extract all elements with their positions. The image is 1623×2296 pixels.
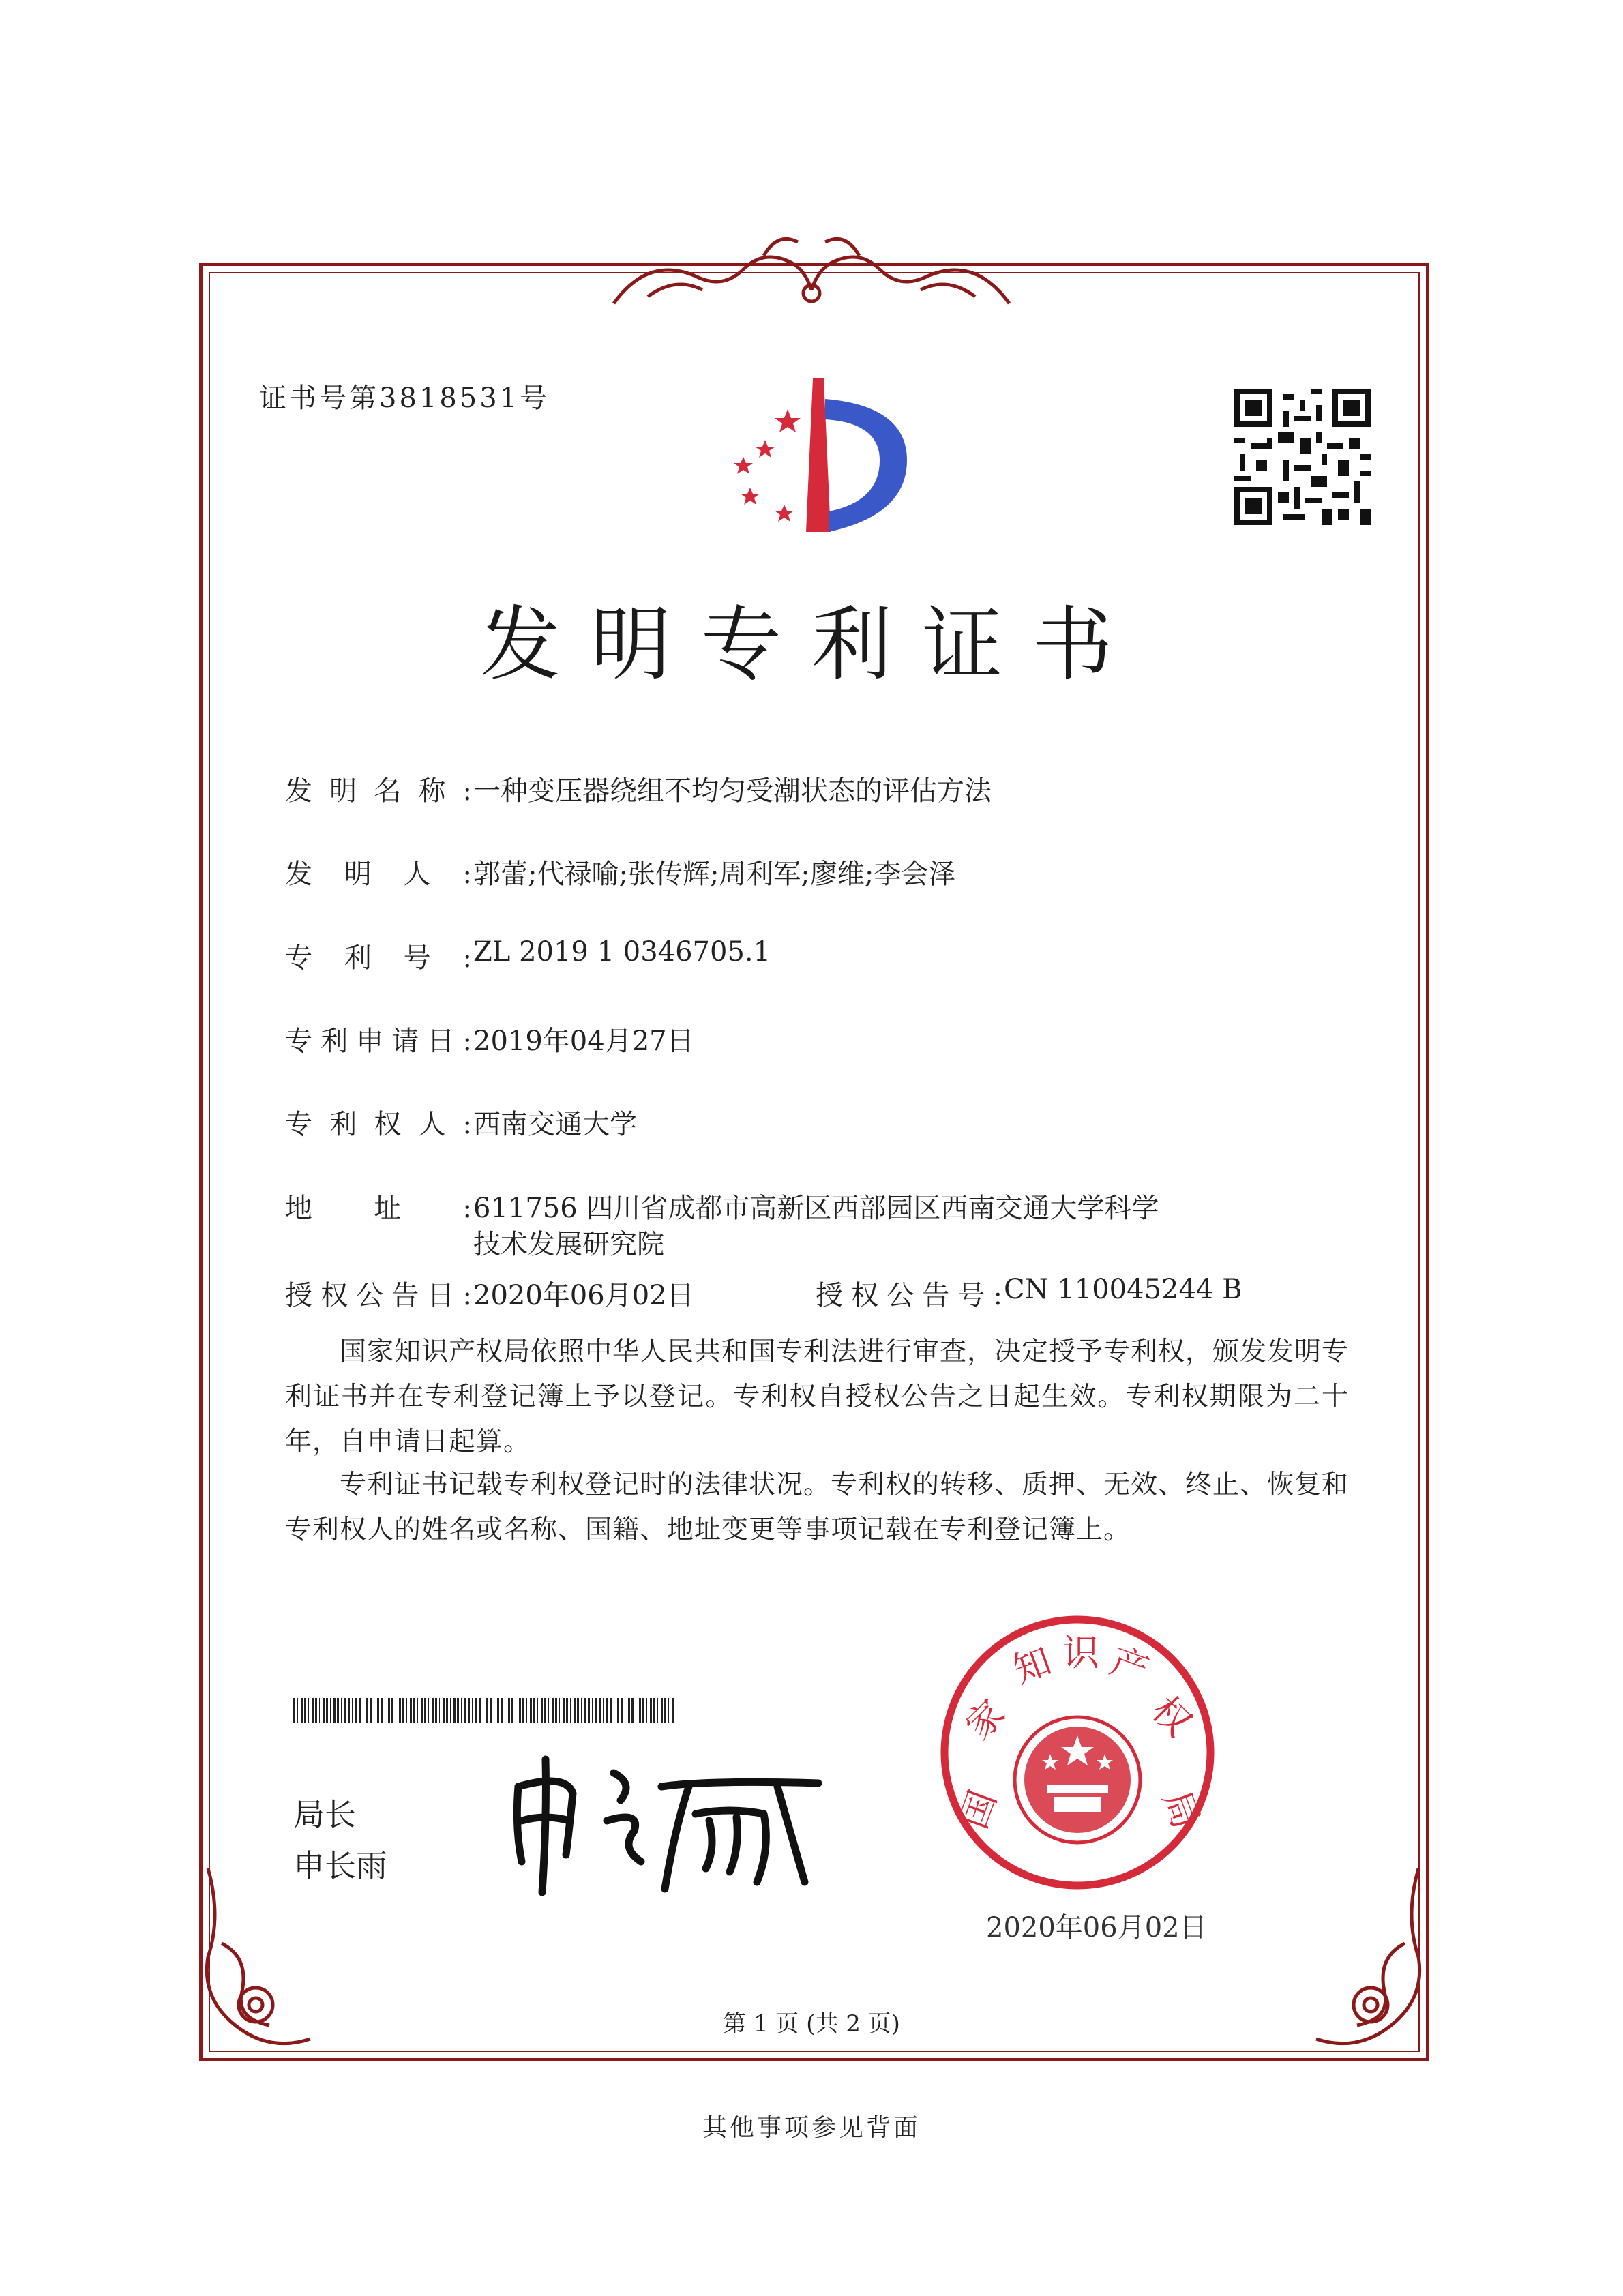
field-value: 2020年06月02日 <box>473 1280 694 1311</box>
qr-code <box>1234 389 1371 525</box>
svg-text:产: 产 <box>1105 1639 1155 1693</box>
barcode <box>293 1698 675 1723</box>
svg-text:识: 识 <box>1062 1631 1099 1674</box>
field-label: 专利申请日: <box>285 1026 473 1057</box>
field-value: 一种变压器绕组不均匀受潮状态的评估方法 <box>473 775 992 807</box>
director-signature <box>505 1746 832 1903</box>
field-inventors <box>285 852 955 891</box>
field-value: ZL 2019 1 0346705.1 <box>473 936 771 968</box>
field-value: 2019年04月27日 <box>473 1026 694 1057</box>
director-title: 局长 <box>293 1796 356 1833</box>
page-number: 第 1 页 (共 2 页) <box>723 2010 900 2038</box>
field-label: 发明名称: <box>285 775 473 807</box>
cnipa-logo <box>709 372 927 542</box>
svg-text:局: 局 <box>1155 1785 1208 1834</box>
field-label: 发明人: <box>285 859 473 890</box>
field-label: 授权公告日: <box>285 1280 473 1311</box>
grant-statement: 国家知识产权局依照中华人民共和国专利法进行审查，决定授予专利权，颁发发明专利证书并在专利登记簿上予以登记。专利权自授权公告之日起生效。专利权期限为二十年，自申请日起算。 <box>285 1337 1350 1457</box>
field-label: 地址: <box>285 1193 473 1224</box>
field-patent-number <box>285 936 771 975</box>
field-grant-date <box>285 1274 694 1313</box>
field-label: 授权公告号: <box>816 1280 1004 1311</box>
field-patentee <box>285 1103 637 1142</box>
top-ornament <box>607 228 1016 317</box>
director-name: 申长雨 <box>293 1847 387 1884</box>
certificate-number: 证书号第3818531号 <box>259 383 550 414</box>
field-value: 611756 四川省成都市高新区西部园区西南交通大学科学 <box>473 1193 1159 1224</box>
field-address-line2: 技术发展研究院 <box>473 1229 664 1260</box>
svg-text:家: 家 <box>957 1691 1014 1748</box>
field-value: CN 110045244 B <box>1004 1274 1242 1305</box>
field-label: 专利号: <box>285 942 473 974</box>
field-label: 专利权人: <box>285 1109 473 1140</box>
legal-status-statement: 专利证书记载专利权登记时的法律状况。专利权的转移、质押、无效、终止、恢复和专利权人的姓名或名称、国籍、地址变更等事项记载在专利登记簿上。 <box>285 1470 1350 1545</box>
field-value: 郭蕾;代禄喻;张传辉;周利军;廖维;李会泽 <box>473 859 956 890</box>
seal-date: 2020年06月02日 <box>986 1912 1207 1943</box>
svg-text:国: 国 <box>951 1785 1005 1834</box>
field-application-date <box>285 1019 694 1058</box>
official-seal <box>934 1609 1221 1896</box>
field-grant-number <box>816 1274 1242 1313</box>
field-invention-name <box>285 769 992 808</box>
field-address <box>285 1187 1159 1225</box>
field-value: 西南交通大学 <box>473 1109 637 1140</box>
footer-note: 其他事项参见背面 <box>702 2114 921 2142</box>
svg-text:权: 权 <box>1143 1688 1200 1745</box>
certificate-title: 发明专利证书 <box>479 597 1143 691</box>
svg-text:知: 知 <box>1007 1639 1057 1693</box>
